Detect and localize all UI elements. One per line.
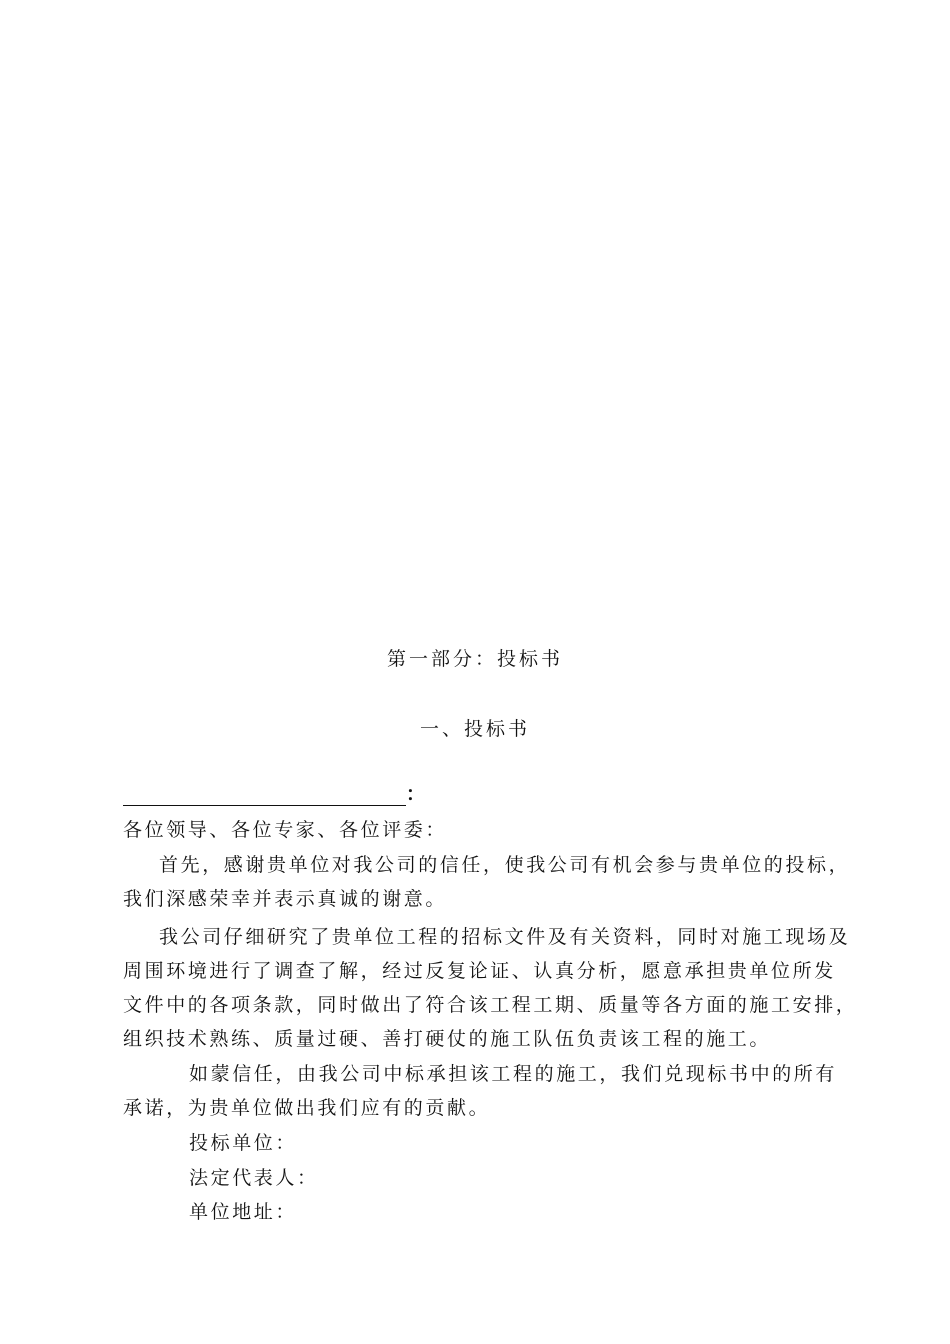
- recipient-colon: ：: [406, 783, 426, 805]
- para2-line4: 组织技术熟练、质量过硬、善打硬仗的施工队伍负责该工程的施工。: [123, 1028, 772, 1050]
- para3-line2: 承诺，为贵单位做出我们应有的贡献。: [123, 1097, 491, 1119]
- para2-line1: 我公司仔细研究了贵单位工程的招标文件及有关资料，同时对施工现场及: [159, 926, 851, 948]
- legal-rep-label: 法定代表人：: [189, 1167, 319, 1189]
- para2-line3: 文件中的各项条款，同时做出了符合该工程工期、质量等各方面的施工安排，: [123, 994, 858, 1016]
- recipient-blank: [123, 783, 406, 806]
- recipient-line: [123, 779, 425, 805]
- para1-line1: 首先，感谢贵单位对我公司的信任，使我公司有机会参与贵单位的投标，: [159, 854, 851, 876]
- para3-line1: 如蒙信任，由我公司中标承担该工程的施工，我们兑现标书中的所有: [189, 1063, 838, 1085]
- bidder-label: 投标单位：: [189, 1132, 298, 1154]
- section-title: 一、投标书: [419, 718, 530, 740]
- para2-line2: 周围环境进行了调查了解，经过反复论证、认真分析，愿意承担贵单位所发: [123, 960, 836, 982]
- part-title: 第一部分：投标书: [386, 648, 563, 670]
- salutation: 各位领导、各位专家、各位评委：: [123, 819, 448, 841]
- para1-line2: 我们深感荣幸并表示真诚的谢意。: [123, 888, 448, 910]
- address-label: 单位地址：: [189, 1201, 298, 1223]
